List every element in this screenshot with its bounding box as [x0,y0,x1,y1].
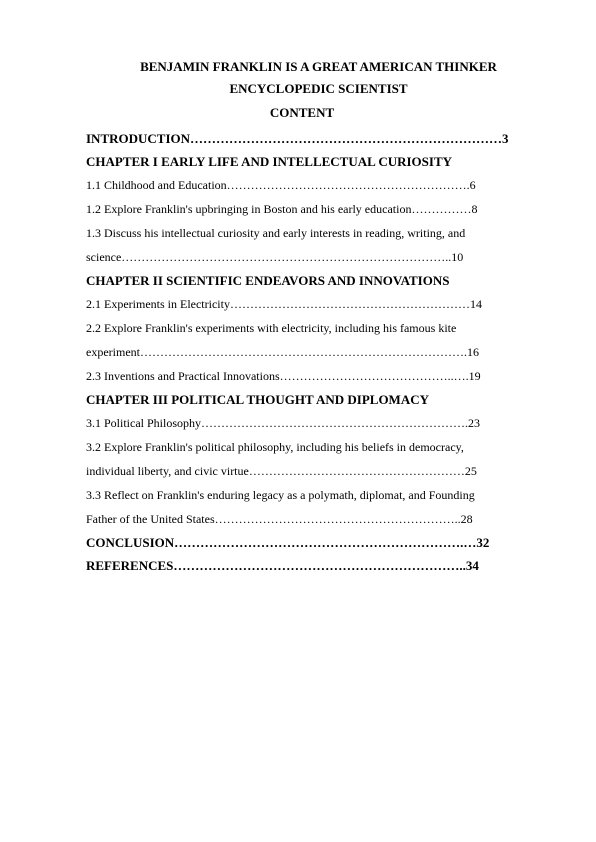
content-heading: CONTENT [269,105,335,120]
document-title-line-2: ENCYCLOPEDIC SCIENTIST [229,81,408,96]
toc-section-entry: 2.1 Experiments in Electricity……………………………………………………14 [86,297,482,311]
toc-section-entry: Father of the United States……………………………………………………..28 [86,512,473,526]
document-title-line-1: BENJAMIN FRANKLIN IS A GREAT AMERICAN THINKER [140,59,497,74]
toc-chapter-entry: CONCLUSION………………………………………………………….…32 [86,535,490,550]
toc-section-entry: 2.3 Inventions and Practical Innovations……………………………………..….19 [86,369,481,383]
toc-section-entry: 3.2 Explore Franklin's political philosophy, including his beliefs in democracy, [86,440,464,454]
toc-section-entry: 3.1 Political Philosophy………………………………………………………….23 [86,416,481,430]
toc-chapter-entry: CHAPTER I EARLY LIFE AND INTELLECTUAL CURIOSITY [86,154,453,169]
table-of-contents [86,127,546,577]
toc-chapter-entry: REFERENCES…………………………………………………………..34 [86,558,479,573]
title-block [0,56,596,124]
toc-section-entry: science………………………………………………………………………..10 [86,250,464,264]
toc-section-entry: 1.3 Discuss his intellectual curiosity and early interests in reading, writing, and [86,226,466,240]
toc-chapter-entry: INTRODUCTION………………………………………………………………3 [86,131,509,146]
toc-chapter-entry: CHAPTER III POLITICAL THOUGHT AND DIPLOMACY [86,392,429,407]
toc-section-entry: 3.3 Reflect on Franklin's enduring legacy as a polymath, diplomat, and Founding [86,488,475,502]
toc-section-entry: 1.2 Explore Franklin's upbringing in Boston and his early education……………8 [86,202,478,216]
toc-chapter-entry: CHAPTER II SCIENTIFIC ENDEAVORS AND INNOVATIONS [86,273,450,288]
toc-section-entry: 1.1 Childhood and Education…………………………………………………….6 [86,178,476,192]
toc-section-entry: 2.2 Explore Franklin's experiments with electricity, including his famous kite [86,321,457,335]
toc-section-entry: experiment……………………………………………………………………….16 [86,345,479,359]
toc-section-entry: individual liberty, and civic virtue………………………………………………25 [86,464,477,478]
